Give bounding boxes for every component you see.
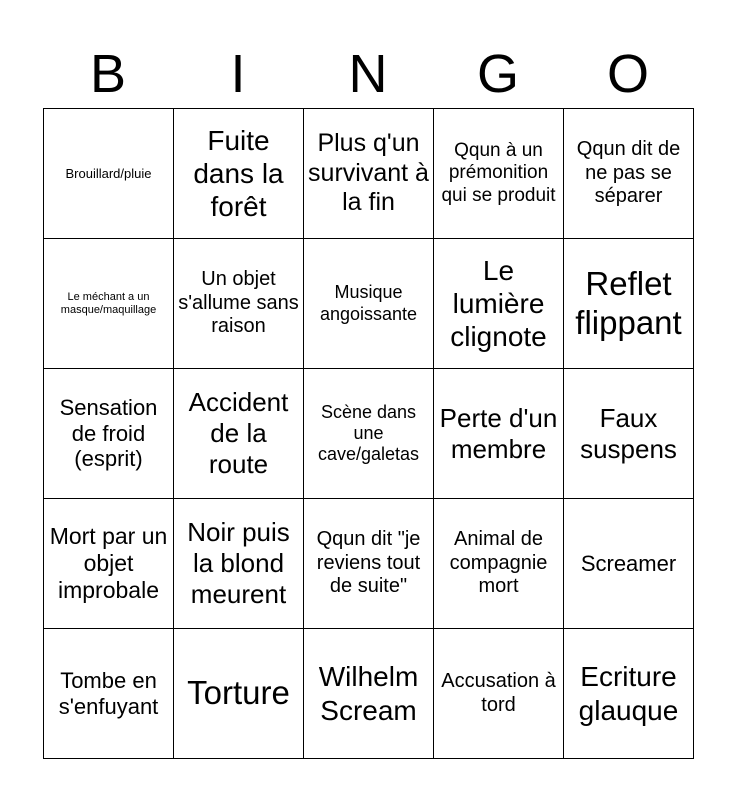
bingo-row-2 xyxy=(44,239,694,369)
bingo-cell[interactable]: Musique angoissante xyxy=(304,239,434,369)
bingo-cell[interactable]: Qqun dit "je reviens tout de suite" xyxy=(304,499,434,629)
header-letter-g: G xyxy=(476,44,519,104)
bingo-cell[interactable]: Perte d'un membre xyxy=(434,369,564,499)
bingo-cell[interactable]: Qqun dit de ne pas se séparer xyxy=(564,109,694,239)
bingo-cell[interactable]: Accident de la route xyxy=(174,369,304,499)
bingo-cell[interactable]: Qqun à un prémonition qui se produit xyxy=(434,109,564,239)
bingo-header xyxy=(43,40,693,108)
bingo-card-grid xyxy=(43,108,694,759)
bingo-cell[interactable]: Noir puis la blond meurent xyxy=(174,499,304,629)
bingo-cell[interactable]: Brouillard/pluie xyxy=(44,109,174,239)
bingo-cell[interactable]: Sensation de froid (esprit) xyxy=(44,369,174,499)
bingo-cell[interactable]: Torture xyxy=(174,629,304,759)
bingo-cell[interactable]: Accusation à tord xyxy=(434,629,564,759)
bingo-cell[interactable]: Wilhelm Scream xyxy=(304,629,434,759)
bingo-row-3 xyxy=(44,369,694,499)
bingo-cell[interactable]: Le lumière clignote xyxy=(434,239,564,369)
bingo-cell[interactable]: Tombe en s'enfuyant xyxy=(44,629,174,759)
bingo-cell[interactable]: Reflet flippant xyxy=(564,239,694,369)
bingo-cell[interactable]: Faux suspens xyxy=(564,369,694,499)
bingo-cell[interactable]: Plus q'un survivant à la fin xyxy=(304,109,434,239)
bingo-cell[interactable]: Ecriture glauque xyxy=(564,629,694,759)
header-letter-n: N xyxy=(348,44,388,104)
bingo-cell[interactable]: Le méchant a un masque/maquillage xyxy=(44,239,174,369)
bingo-cell[interactable]: Mort par un objet improbale xyxy=(44,499,174,629)
bingo-cell[interactable]: Un objet s'allume sans raison xyxy=(174,239,304,369)
bingo-row-1 xyxy=(44,109,694,239)
header-letter-o: O xyxy=(606,44,649,104)
bingo-cell[interactable]: Animal de compagnie mort xyxy=(434,499,564,629)
header-letter-b: B xyxy=(89,44,127,104)
bingo-cell[interactable]: Fuite dans la forêt xyxy=(174,109,304,239)
bingo-cell[interactable]: Screamer xyxy=(564,499,694,629)
bingo-cell[interactable]: Scène dans une cave/galetas xyxy=(304,369,434,499)
bingo-row-4 xyxy=(44,499,694,629)
header-letter-i: I xyxy=(230,44,246,104)
bingo-row-5 xyxy=(44,629,694,759)
